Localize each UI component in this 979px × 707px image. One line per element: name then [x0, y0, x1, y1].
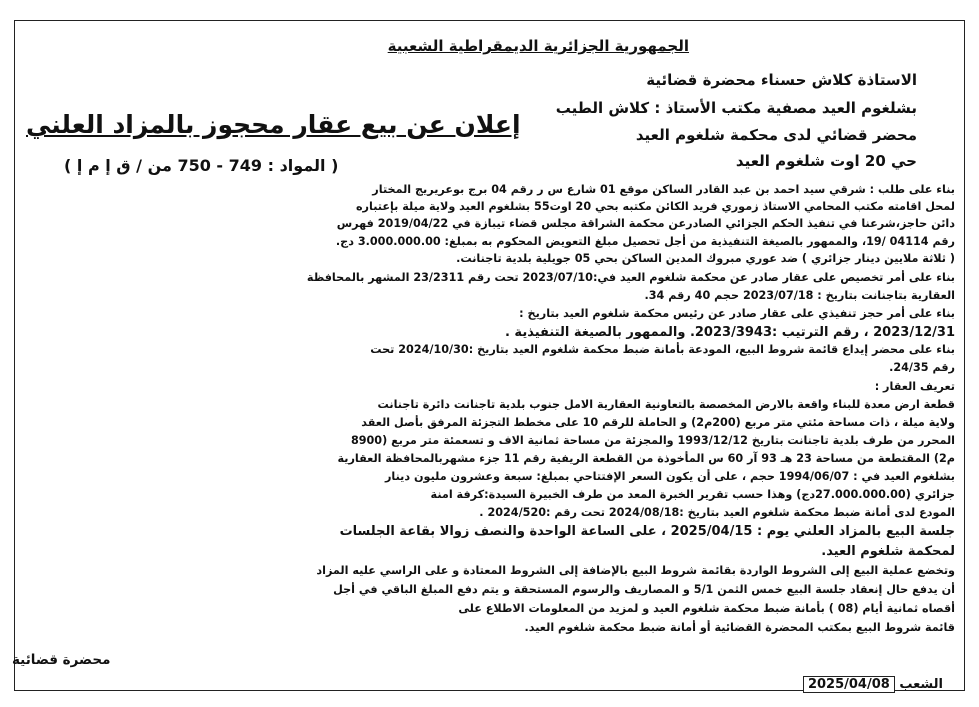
body-line: أقصاه ثمانية أيام (08 ) بأمانة ضبط محكمة شلغوم العيد و لمزيد من المعلومات الاطلاع على	[458, 602, 955, 615]
court-line: محضر قضائي لدى محكمة شلغوم العيد	[635, 126, 917, 144]
body-line: قطعة ارض معدة للبناء واقعة بالارض المخصصة بالتعاونية العقارية الامل جنوب بلدية تاجنانت دائرة تاجنانت	[377, 398, 955, 411]
body-line: 2023/12/31 ، رقم الترتيب :2023/3943. والممهور بالصيغة التنفيذية .	[504, 325, 955, 340]
body-line: بناء على محضر إيداع قائمة شروط البيع، المودعة بأمانة ضبط محكمة شلغوم العيد بتاريخ :2024/10/30 تحت	[370, 343, 955, 356]
address-line: حي 20 اوت شلغوم العيد	[735, 152, 917, 170]
office-line: بشلغوم العيد مصفية مكتب الأستاذ : كلاش الطيب	[555, 99, 917, 117]
body-line: وتخضع عملية البيع إلى الشروط الواردة بقائمة شروط البيع بالإضافة إلى الشروط المعتادة و على الراسي عليه المزاد	[316, 564, 955, 577]
body-line: جزائري (27.000.000.00دج) وهذا حسب تقرير الخبرة المعد من طرف الخبيرة السيدة:كرفة امنة	[430, 488, 955, 501]
notice-title: إعلان عن بيع عقار محجوز بالمزاد العلني	[26, 110, 521, 139]
body-line: بشلغوم العيد في : 1994/06/07 حجم ، على أن يكون السعر الإفتتاحي بمبلغ: سبعة وعشرون مليون دينار	[384, 470, 955, 483]
newspaper-name: الشعب	[899, 677, 943, 692]
body-line: قائمة شروط البيع بمكتب المحضرة القضائية أو أمانة ضبط محكمة شلغوم العيد.	[524, 621, 955, 634]
body-line: لمحل اقامته مكتب المحامي الاستاذ زموري فريد الكائن مكتبه بحي 20 اوت55 بشلغوم العيد ولاية ميلة بإعتباره	[355, 200, 955, 213]
legal-articles: ( المواد : 749 - 750 من / ق إ م إ )	[64, 156, 339, 175]
body-line: لمحكمة شلغوم العيد.	[821, 544, 955, 559]
bailiff-name: الاستاذة كلاش حسناء محضرة قضائية	[646, 71, 917, 89]
footer	[803, 676, 943, 693]
publication-date: 2025/04/08	[803, 676, 895, 693]
body-line: المودع لدى أمانة ضبط محكمة شلغوم العيد بتاريخ :2024/08/18 تحت رقم :2024/520 .	[479, 506, 955, 519]
body-line: بناء على طلب : شرقي سيد احمد بن عبد القادر الساكن موقع 01 شارع س ر رقم 04 برج بوعريريج المختار	[372, 183, 955, 196]
body-line: بناء على أمر تخصيص على عقار صادر عن محكمة شلغوم العيد في:2023/07/10 تحت رقم 23/2311 المشهر بالمحافظة	[306, 271, 955, 284]
body-line: م2) المقتطعة من مساحة 23 هـ 93 آر 60 س المأخوذة من القطعة الريفية رقم 11 جزء مشهربالمحافظة العقارية	[337, 452, 955, 465]
body-line: دائن حاجز،شرعنا في تنفيذ الحكم الجزائي الصادرعن محكمة الشراقة مجلس قضاء تيبازة في 2019/04/22 فهرس	[336, 217, 955, 230]
body-line: بناء على أمر حجز تنفيذي على عقار صادر عن رئيس محكمة شلغوم العيد بتاريخ :	[519, 307, 955, 320]
republic-header: الجمهورية الجزائرية الديمقراطية الشعبية	[387, 37, 689, 55]
body-line: العقارية بتاجنانت بتاريخ : 2023/07/18 حجم 40 رقم 34.	[644, 289, 955, 302]
body-line: المحرر من طرف بلدية تاجنانت بتاريخ 1993/12/12 والمجزئة من مساحة ثمانية الاف و تسعمئة متر مربع (8900	[350, 434, 955, 447]
body-line: جلسة البيع بالمزاد العلني يوم : 2025/04/15 ، على الساعة الواحدة والنصف زوالا بقاعة الجلسات	[339, 524, 955, 539]
body-line: رقم 04114 /19، والممهور بالصيغة التنفيذية من أجل تحصيل مبلغ التعويض المحكوم به بمبلغ: 3.000.000.00 دج.	[335, 235, 955, 248]
body-line: ( ثلاثة ملايين دينار جزائري ) ضد عوري مبروك المدين الساكن بحي 05 جويلية بلدية تاجنانت.	[456, 252, 955, 265]
body-line: تعريف العقار :	[874, 380, 955, 393]
body-line: ولاية ميلة ، ذات مساحة مئتي متر مربع (200م2) و الحاملة للرقم 10 على مخطط التجزئة المرفق بأصل العقد	[361, 416, 955, 429]
signature: محضرة قضائية	[12, 652, 111, 668]
body-line: رقم 24/35.	[889, 361, 955, 374]
body-line: أن يدفع حال إنعقاد جلسة البيع خمس الثمن 5/1 و المصاريف والرسوم المستحقة و يتم دفع المبلغ الباقي في أجل	[333, 583, 955, 596]
